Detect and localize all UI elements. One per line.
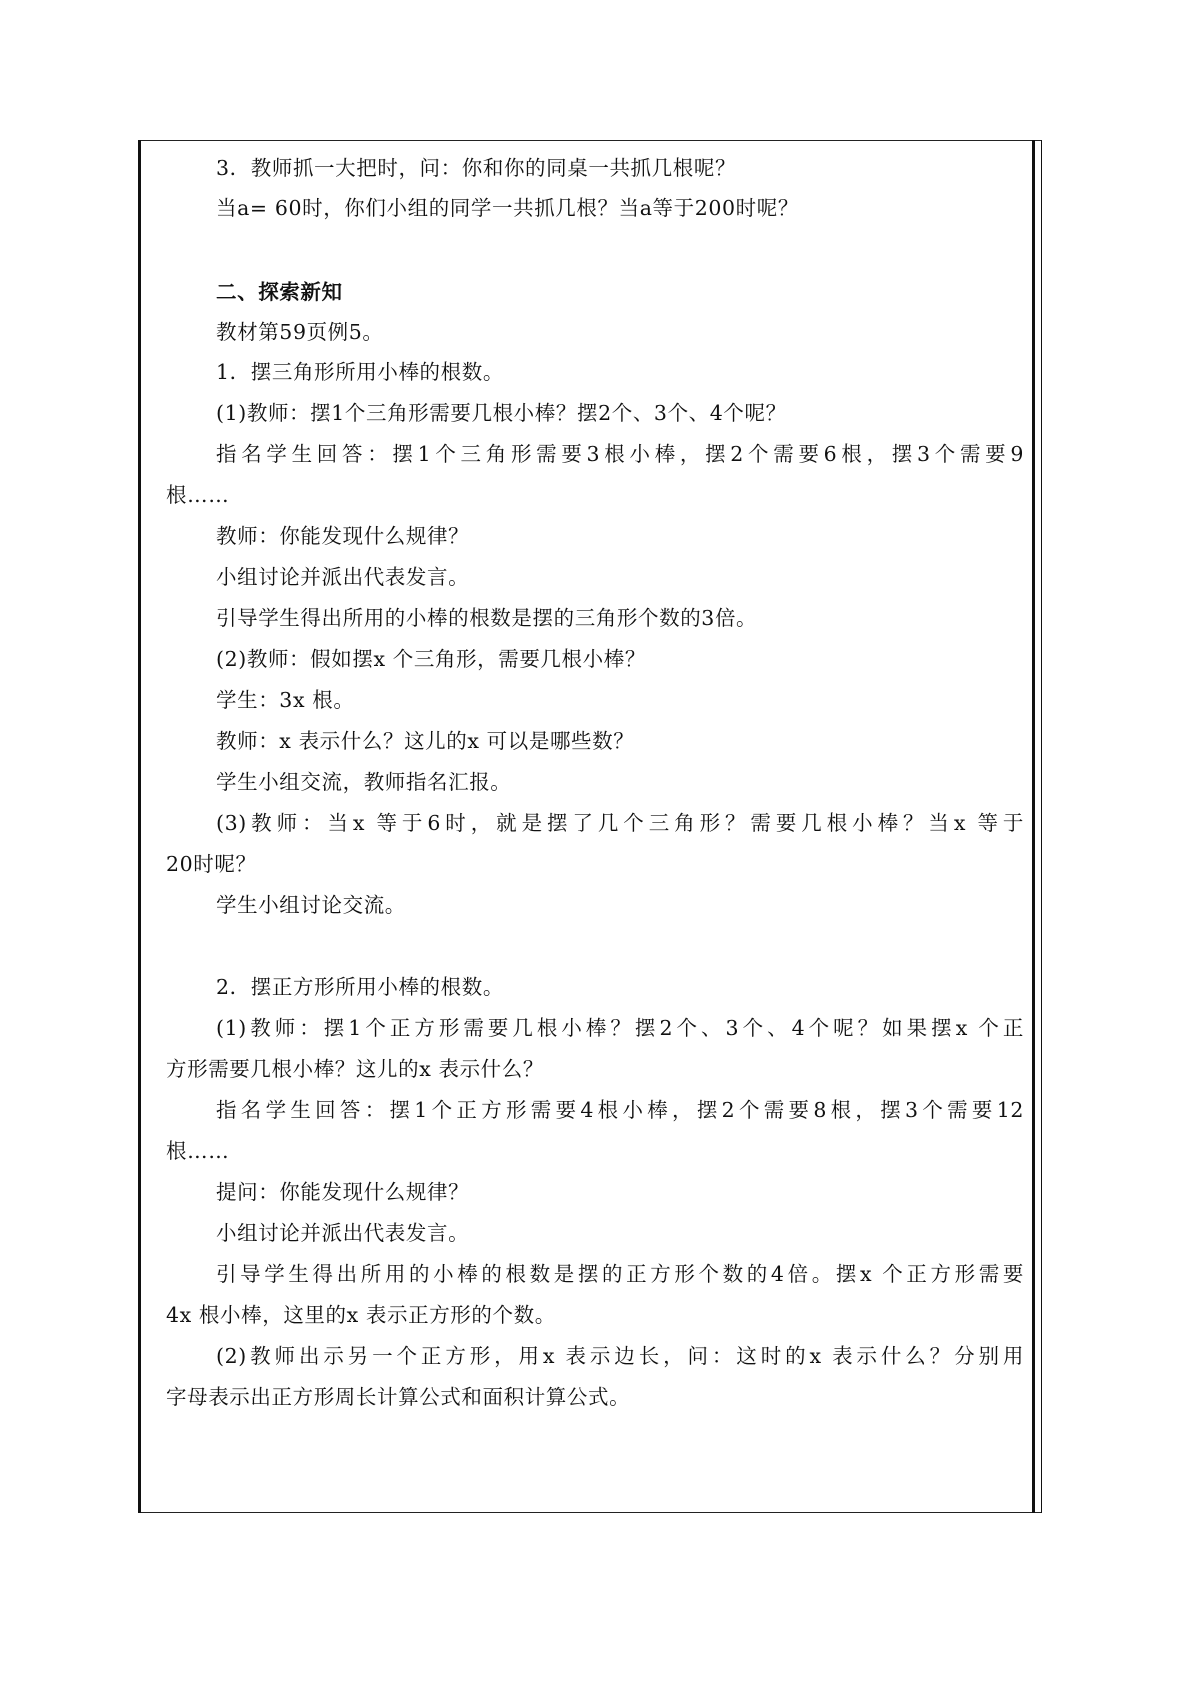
text-line: 根……: [166, 1139, 230, 1163]
text-line: 引导学生得出所用的小棒的根数是摆的三角形个数的3倍。: [216, 606, 758, 630]
text-line: 3．教师抓一大把时，问：你和你的同桌一共抓几根呢？: [216, 156, 737, 180]
text-line: (2)教师：假如摆x 个三角形，需要几根小棒？: [216, 647, 646, 671]
text-line: 教材第59页例5。: [216, 320, 384, 344]
text-line: 指名学生回答：摆1个三角形需要3根小棒，摆2个需要6根，摆3个需要9: [216, 442, 1024, 466]
text-line: 4x 根小棒，这里的x 表示正方形的个数。: [166, 1303, 556, 1327]
text-line: 学生小组讨论交流。: [216, 893, 406, 917]
text-line: 教师：你能发现什么规律？: [216, 524, 470, 548]
text-line: 2．摆正方形所用小棒的根数。: [216, 975, 504, 999]
text-line: 字母表示出正方形周长计算公式和面积计算公式。: [166, 1385, 631, 1409]
text-line: (1)教师：摆1个正方形需要几根小棒？摆2个、3个、4个呢？如果摆x 个正: [216, 1016, 1024, 1040]
text-line: (1)教师：摆1个三角形需要几根小棒？摆2个、3个、4个呢？: [216, 401, 787, 425]
text-line: 1．摆三角形所用小棒的根数。: [216, 360, 504, 384]
text-line: 20时呢？: [166, 852, 257, 876]
text-line: (3)教师：当x 等于6时，就是摆了几个三角形？需要几根小棒？当x 等于: [216, 811, 1024, 835]
text-line: (2)教师出示另一个正方形，用x 表示边长，问：这时的x 表示什么？分别用: [216, 1344, 1024, 1368]
text-line: 提问：你能发现什么规律？: [216, 1180, 470, 1204]
text-line: 学生小组交流，教师指名汇报。: [216, 770, 512, 794]
text-line: 方形需要几根小棒？这儿的x 表示什么？: [166, 1057, 544, 1081]
text-line: 小组讨论并派出代表发言。: [216, 1221, 470, 1245]
text-line: 教师：x 表示什么？这儿的x 可以是哪些数？: [216, 729, 635, 753]
text-line: 学生：3x 根。: [216, 688, 355, 712]
section-heading: 二、探索新知: [216, 280, 343, 304]
text-line: 当a= 60时，你们小组的同学一共抓几根？当a等于200时呢？: [216, 196, 799, 220]
text-line: 指名学生回答：摆1个正方形需要4根小棒，摆2个需要8根，摆3个需要12: [216, 1098, 1024, 1122]
text-line: 小组讨论并派出代表发言。: [216, 565, 470, 589]
text-line: 引导学生得出所用的小棒的根数是摆的正方形个数的4倍。摆x 个正方形需要: [216, 1262, 1024, 1286]
text-line: 根……: [166, 483, 230, 507]
lesson-plan-table-cell: [138, 140, 1042, 1513]
